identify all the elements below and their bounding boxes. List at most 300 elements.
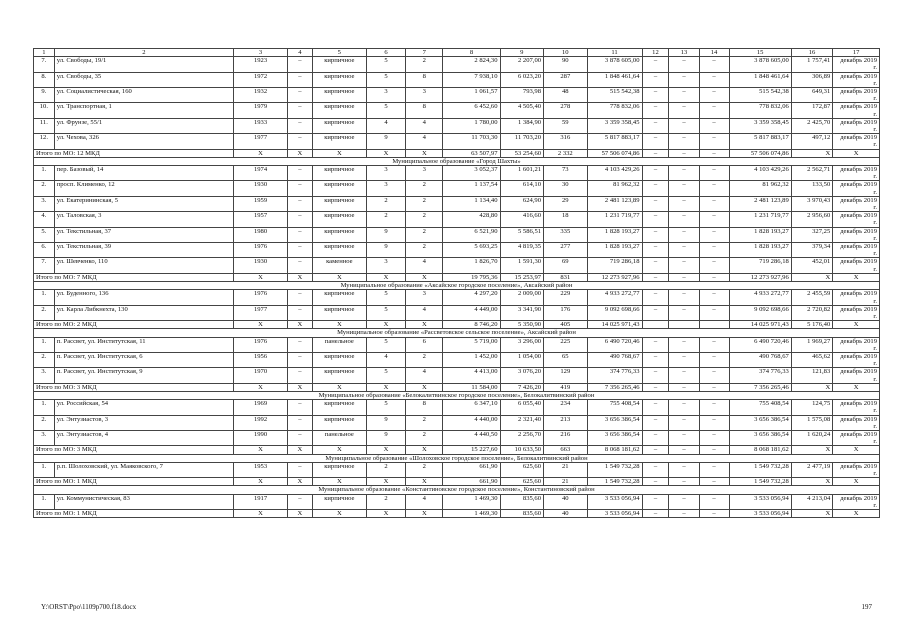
table-cell: 6 490 720,46 xyxy=(729,337,791,352)
table-cell: 3. xyxy=(34,430,55,445)
section-heading-row xyxy=(34,486,880,494)
total-cell: Х xyxy=(288,273,313,281)
table-cell: декабрь 2019 г. xyxy=(833,166,880,181)
table-cell: 3 076,20 xyxy=(500,368,544,383)
table-cell: 1933 xyxy=(234,118,288,133)
table-cell: 73 xyxy=(544,166,588,181)
table-cell: кирпичное xyxy=(312,400,366,415)
table-cell: 9 xyxy=(366,415,405,430)
table-cell: 2 256,70 xyxy=(500,430,544,445)
table-cell: – xyxy=(642,337,669,352)
table-cell: 1990 xyxy=(234,430,288,445)
section-heading: Муниципальное образование «Константиновское городское поселение», Константиновский район xyxy=(34,486,880,494)
table-cell: 1972 xyxy=(234,72,288,87)
table-cell: 3 xyxy=(406,88,443,103)
table-cell: 374 776,33 xyxy=(729,368,791,383)
total-cell: 14 025 971,43 xyxy=(729,321,791,329)
table-cell: 3 656 386,54 xyxy=(587,415,642,430)
table-cell: – xyxy=(699,494,729,509)
section-heading: Муниципальное образование «Шолоховское городское поселение», Белокалитвинский район xyxy=(34,454,880,462)
table-cell: – xyxy=(669,494,699,509)
table-cell: – xyxy=(699,430,729,445)
table-cell: 1930 xyxy=(234,181,288,196)
table-cell: – xyxy=(288,166,313,181)
column-number-cell: 10 xyxy=(544,49,588,57)
table-cell: – xyxy=(669,72,699,87)
table-cell: 5 817 883,17 xyxy=(587,134,642,149)
table-row xyxy=(34,290,880,305)
table-cell: 3. xyxy=(34,368,55,383)
table-cell: 649,31 xyxy=(791,88,832,103)
table-cell: 3 xyxy=(366,181,405,196)
table-cell: 278 xyxy=(544,103,588,118)
table-cell: 1 828 193,27 xyxy=(729,227,791,242)
table-cell: 661,90 xyxy=(443,462,500,477)
table-cell: 6 490 720,46 xyxy=(587,337,642,352)
table-row xyxy=(34,118,880,133)
total-row xyxy=(34,446,880,454)
table-cell: 7. xyxy=(34,57,55,72)
table-cell: 374 776,33 xyxy=(587,368,642,383)
table-cell: кирпичное xyxy=(312,415,366,430)
section-heading-row xyxy=(34,157,880,165)
table-cell: – xyxy=(669,400,699,415)
table-cell: – xyxy=(699,88,729,103)
total-cell: 831 xyxy=(544,273,588,281)
table-cell: декабрь 2019 г. xyxy=(833,305,880,320)
table-cell: 121,83 xyxy=(791,368,832,383)
table-cell: кирпичное xyxy=(312,494,366,509)
total-cell: Х xyxy=(833,321,880,329)
table-cell: 6 055,40 xyxy=(500,400,544,415)
table-cell: п. Рассвет, ул. Институтская, 6 xyxy=(54,352,233,367)
table-cell: 5 719,00 xyxy=(443,337,500,352)
table-cell: 2 425,70 xyxy=(791,118,832,133)
table-cell: 172,87 xyxy=(791,103,832,118)
total-cell: Х xyxy=(366,478,405,486)
table-cell: – xyxy=(669,103,699,118)
table-cell: – xyxy=(642,430,669,445)
table-cell: 1 780,00 xyxy=(443,118,500,133)
table-cell: 3 359 358,45 xyxy=(729,118,791,133)
total-cell: Х xyxy=(234,321,288,329)
table-cell: 4 xyxy=(366,352,405,367)
table-cell: 3 656 386,54 xyxy=(587,430,642,445)
table-cell: 3 656 386,54 xyxy=(729,430,791,445)
table-cell: 1 848 461,64 xyxy=(729,72,791,87)
total-cell: Х xyxy=(406,273,443,281)
table-cell: п. Рассвет, ул. Институтская, 9 xyxy=(54,368,233,383)
total-cell: Х xyxy=(288,383,313,391)
section-heading: Муниципальное образование «Аксайское городское поселение», Аксайский район xyxy=(34,282,880,290)
total-cell: Х xyxy=(234,273,288,281)
table-row xyxy=(34,258,880,273)
table-cell: 90 xyxy=(544,57,588,72)
total-cell: 19 795,36 xyxy=(443,273,500,281)
table-cell: – xyxy=(288,430,313,445)
table-cell: 2 xyxy=(366,462,405,477)
total-label: Итого по МО: 12 МКД xyxy=(34,149,234,157)
table-cell: 2 455,59 xyxy=(791,290,832,305)
table-cell: 4 103 429,26 xyxy=(729,166,791,181)
table-cell: – xyxy=(669,290,699,305)
table-cell: ул. Карла Либкнехта, 130 xyxy=(54,305,233,320)
table-cell: 1. xyxy=(34,337,55,352)
total-cell: Х xyxy=(312,383,366,391)
total-cell: Х xyxy=(833,509,880,517)
total-cell: 15 227,60 xyxy=(443,446,500,454)
table-cell: – xyxy=(642,243,669,258)
table-cell: 225 xyxy=(544,337,588,352)
table-cell: – xyxy=(699,212,729,227)
table-cell: – xyxy=(669,196,699,211)
total-cell: Х xyxy=(288,478,313,486)
table-cell: декабрь 2019 г. xyxy=(833,103,880,118)
table-row xyxy=(34,352,880,367)
total-cell: – xyxy=(699,446,729,454)
table-cell: 8 xyxy=(406,72,443,87)
total-cell: 10 633,50 xyxy=(500,446,544,454)
total-cell: 7 356 265,46 xyxy=(729,383,791,391)
table-cell: 2 481 123,89 xyxy=(729,196,791,211)
table-row xyxy=(34,88,880,103)
total-cell: – xyxy=(699,149,729,157)
table-cell: 21 xyxy=(544,462,588,477)
column-number-cell: 5 xyxy=(312,49,366,57)
column-number-cell: 11 xyxy=(587,49,642,57)
total-cell: Х xyxy=(288,149,313,157)
table-cell: 1 969,27 xyxy=(791,337,832,352)
table-cell: 4 505,40 xyxy=(500,103,544,118)
total-cell: Х xyxy=(234,509,288,517)
table-cell: – xyxy=(288,368,313,383)
table-cell: кирпичное xyxy=(312,166,366,181)
table-cell: 1976 xyxy=(234,243,288,258)
column-number-cell: 6 xyxy=(366,49,405,57)
table-cell: 5 693,25 xyxy=(443,243,500,258)
table-cell: – xyxy=(642,212,669,227)
table-cell: – xyxy=(642,400,669,415)
table-cell: 1 828 193,27 xyxy=(587,227,642,242)
column-number-cell: 9 xyxy=(500,49,544,57)
table-cell: – xyxy=(699,258,729,273)
table-cell: 4 440,00 xyxy=(443,415,500,430)
table-cell: – xyxy=(642,415,669,430)
table-cell: 9 xyxy=(366,243,405,258)
table-cell: просп. Клименко, 12 xyxy=(54,181,233,196)
table-cell: 614,10 xyxy=(500,181,544,196)
table-cell: 1977 xyxy=(234,134,288,149)
table-cell: – xyxy=(288,181,313,196)
total-cell: Х xyxy=(288,509,313,517)
table-cell: 2 xyxy=(366,494,405,509)
table-cell: – xyxy=(699,368,729,383)
table-cell: 1 828 193,27 xyxy=(587,243,642,258)
total-cell: Х xyxy=(406,509,443,517)
table-cell: декабрь 2019 г. xyxy=(833,243,880,258)
table-cell: 793,98 xyxy=(500,88,544,103)
table-cell: 4 xyxy=(406,305,443,320)
table-cell: 3 533 056,94 xyxy=(587,494,642,509)
total-cell: 1 469,30 xyxy=(443,509,500,517)
table-cell: – xyxy=(699,305,729,320)
total-row xyxy=(34,273,880,281)
table-cell: – xyxy=(642,196,669,211)
total-cell: Х xyxy=(312,149,366,157)
table-cell: кирпичное xyxy=(312,368,366,383)
table-cell: 6 023,20 xyxy=(500,72,544,87)
table-cell: кирпичное xyxy=(312,227,366,242)
section-heading: Муниципальное образование «Город Шахты» xyxy=(34,157,880,165)
table-cell: ул. Свободы, 35 xyxy=(54,72,233,87)
table-cell: 3 xyxy=(366,166,405,181)
table-cell: 2. xyxy=(34,415,55,430)
table-cell: 1 848 461,64 xyxy=(587,72,642,87)
table-cell: 3 296,00 xyxy=(500,337,544,352)
total-cell: 419 xyxy=(544,383,588,391)
total-label: Итого по МО: 3 МКД xyxy=(34,446,234,454)
table-cell: – xyxy=(699,290,729,305)
section-heading: Муниципальное образование «Рассветовское сельское поселение», Аксайский район xyxy=(34,329,880,337)
table-cell: 29 xyxy=(544,196,588,211)
total-label: Итого по МО: 2 МКД xyxy=(34,321,234,329)
table-cell: кирпичное xyxy=(312,134,366,149)
total-cell: Х xyxy=(406,321,443,329)
table-cell: 755 408,54 xyxy=(587,400,642,415)
table-cell: 1969 xyxy=(234,400,288,415)
total-cell: Х xyxy=(791,478,832,486)
total-cell xyxy=(699,321,729,329)
table-cell: – xyxy=(642,494,669,509)
table-cell: – xyxy=(288,305,313,320)
column-number-cell: 17 xyxy=(833,49,880,57)
table-cell: 2 xyxy=(406,57,443,72)
total-cell: Х xyxy=(312,321,366,329)
table-cell: – xyxy=(642,118,669,133)
table-cell: 81 962,32 xyxy=(729,181,791,196)
table-cell: 1957 xyxy=(234,212,288,227)
total-cell xyxy=(669,321,699,329)
table-cell: – xyxy=(642,368,669,383)
table-cell: 1 549 732,28 xyxy=(587,462,642,477)
table-cell: – xyxy=(642,227,669,242)
table-cell: 1. xyxy=(34,494,55,509)
table-cell: – xyxy=(288,415,313,430)
table-cell: декабрь 2019 г. xyxy=(833,368,880,383)
table-cell: 69 xyxy=(544,258,588,273)
table-cell: 9. xyxy=(34,88,55,103)
table-cell: 216 xyxy=(544,430,588,445)
table-cell: – xyxy=(669,118,699,133)
table-cell: – xyxy=(699,181,729,196)
table-cell: – xyxy=(642,166,669,181)
table-cell: 335 xyxy=(544,227,588,242)
table-cell: 18 xyxy=(544,212,588,227)
table-cell: – xyxy=(642,103,669,118)
table-row xyxy=(34,243,880,258)
total-cell: Х xyxy=(791,509,832,517)
table-cell: 1 826,70 xyxy=(443,258,500,273)
table-cell: 3 656 386,54 xyxy=(729,415,791,430)
table-cell: 1974 xyxy=(234,166,288,181)
table-cell: 5 xyxy=(366,290,405,305)
table-cell: 1979 xyxy=(234,103,288,118)
total-cell: 5 350,90 xyxy=(500,321,544,329)
column-number-cell: 16 xyxy=(791,49,832,57)
total-cell: Х xyxy=(406,149,443,157)
total-cell: Х xyxy=(791,149,832,157)
column-number-cell: 8 xyxy=(443,49,500,57)
total-cell: Х xyxy=(406,478,443,486)
table-cell: 2 xyxy=(406,212,443,227)
table-cell: декабрь 2019 г. xyxy=(833,462,880,477)
table-cell: 497,12 xyxy=(791,134,832,149)
table-cell: 1 591,30 xyxy=(500,258,544,273)
table-cell: кирпичное xyxy=(312,212,366,227)
table-cell: 176 xyxy=(544,305,588,320)
table-cell: 2 xyxy=(406,352,443,367)
total-cell: Х xyxy=(366,273,405,281)
total-cell: 11 584,00 xyxy=(443,383,500,391)
table-cell: ул. Энтузиастов, 4 xyxy=(54,430,233,445)
table-cell: 2 xyxy=(406,181,443,196)
table-cell: кирпичное xyxy=(312,181,366,196)
table-cell: декабрь 2019 г. xyxy=(833,494,880,509)
table-cell: 4 933 272,77 xyxy=(729,290,791,305)
table-cell: ул. Российская, 54 xyxy=(54,400,233,415)
table-cell: 2 xyxy=(366,212,405,227)
table-cell: ул. Социалистическая, 160 xyxy=(54,88,233,103)
table-cell: 2 xyxy=(406,227,443,242)
total-cell: Х xyxy=(406,446,443,454)
table-cell: 6 521,90 xyxy=(443,227,500,242)
table-cell: ул. Чехова, 326 xyxy=(54,134,233,149)
total-cell: 21 xyxy=(544,478,588,486)
table-cell: кирпичное xyxy=(312,72,366,87)
table-cell: 2 009,00 xyxy=(500,290,544,305)
table-cell: 719 286,18 xyxy=(729,258,791,273)
total-cell: 405 xyxy=(544,321,588,329)
total-cell: Х xyxy=(406,383,443,391)
total-cell: Х xyxy=(791,383,832,391)
table-cell: – xyxy=(699,134,729,149)
total-cell: 1 549 732,28 xyxy=(729,478,791,486)
table-cell: 3 xyxy=(366,88,405,103)
total-cell: 1 549 732,28 xyxy=(587,478,642,486)
table-cell: 1. xyxy=(34,400,55,415)
total-cell: 2 332 xyxy=(544,149,588,157)
table-cell: ул. Фрунзе, 55/1 xyxy=(54,118,233,133)
table-cell: 4 xyxy=(406,134,443,149)
table-cell: 4 933 272,77 xyxy=(587,290,642,305)
table-cell: декабрь 2019 г. xyxy=(833,212,880,227)
table-cell: 9 xyxy=(366,430,405,445)
table-cell: 1956 xyxy=(234,352,288,367)
table-cell: ул. Екатерининская, 5 xyxy=(54,196,233,211)
table-row xyxy=(34,337,880,352)
total-cell: – xyxy=(642,149,669,157)
total-cell: 8 068 181,62 xyxy=(587,446,642,454)
table-cell: 624,90 xyxy=(500,196,544,211)
table-cell: 287 xyxy=(544,72,588,87)
table-cell: 1. xyxy=(34,290,55,305)
total-cell: 57 506 074,86 xyxy=(587,149,642,157)
table-cell: 1976 xyxy=(234,290,288,305)
total-label: Итого по МО: 1 МКД xyxy=(34,509,234,517)
table-cell: – xyxy=(669,368,699,383)
table-cell: – xyxy=(669,134,699,149)
total-cell: 63 507,97 xyxy=(443,149,500,157)
table-cell: – xyxy=(669,337,699,352)
column-number-cell: 3 xyxy=(234,49,288,57)
table-cell: 2 xyxy=(406,415,443,430)
table-cell: кирпичное xyxy=(312,305,366,320)
column-number-cell: 7 xyxy=(406,49,443,57)
table-cell: – xyxy=(669,88,699,103)
total-cell: – xyxy=(699,478,729,486)
table-cell: – xyxy=(699,243,729,258)
table-cell: 5. xyxy=(34,227,55,242)
total-cell: Х xyxy=(791,446,832,454)
total-row xyxy=(34,383,880,391)
table-cell: кирпичное xyxy=(312,462,366,477)
column-number-cell: 2 xyxy=(54,49,233,57)
table-cell: декабрь 2019 г. xyxy=(833,72,880,87)
table-row xyxy=(34,227,880,242)
total-cell: – xyxy=(699,273,729,281)
table-cell: 5 xyxy=(366,305,405,320)
table-cell: кирпичное xyxy=(312,243,366,258)
table-cell: декабрь 2019 г. xyxy=(833,181,880,196)
table-cell: 11. xyxy=(34,118,55,133)
total-cell: 8 746,20 xyxy=(443,321,500,329)
table-cell: 5 xyxy=(366,103,405,118)
total-cell: Х xyxy=(366,509,405,517)
table-cell: – xyxy=(288,258,313,273)
table-cell: 490 768,67 xyxy=(587,352,642,367)
table-cell: 3 878 605,00 xyxy=(729,57,791,72)
table-cell: каменное xyxy=(312,258,366,273)
total-cell: Х xyxy=(791,273,832,281)
table-cell: – xyxy=(669,352,699,367)
total-cell: – xyxy=(669,478,699,486)
total-cell: – xyxy=(669,509,699,517)
column-number-cell: 1 xyxy=(34,49,55,57)
table-cell: 2 477,19 xyxy=(791,462,832,477)
table-cell: – xyxy=(699,72,729,87)
total-cell: 7 356 265,46 xyxy=(587,383,642,391)
table-row xyxy=(34,72,880,87)
table-row xyxy=(34,305,880,320)
table-cell: кирпичное xyxy=(312,118,366,133)
table-cell: 3 359 358,45 xyxy=(587,118,642,133)
total-row xyxy=(34,509,880,517)
total-cell: 661,90 xyxy=(443,478,500,486)
table-cell: 3 052,37 xyxy=(443,166,500,181)
table-cell: 8 xyxy=(406,103,443,118)
total-cell: Х xyxy=(234,446,288,454)
table-cell: – xyxy=(699,166,729,181)
total-cell: 5 176,40 xyxy=(791,321,832,329)
table-cell: – xyxy=(699,337,729,352)
column-number-cell: 15 xyxy=(729,49,791,57)
table-cell: – xyxy=(288,243,313,258)
total-cell: 57 506 074,86 xyxy=(729,149,791,157)
table-cell: 2 xyxy=(366,196,405,211)
table-cell: – xyxy=(288,134,313,149)
table-cell: 778 832,06 xyxy=(729,103,791,118)
table-cell: 755 408,54 xyxy=(729,400,791,415)
